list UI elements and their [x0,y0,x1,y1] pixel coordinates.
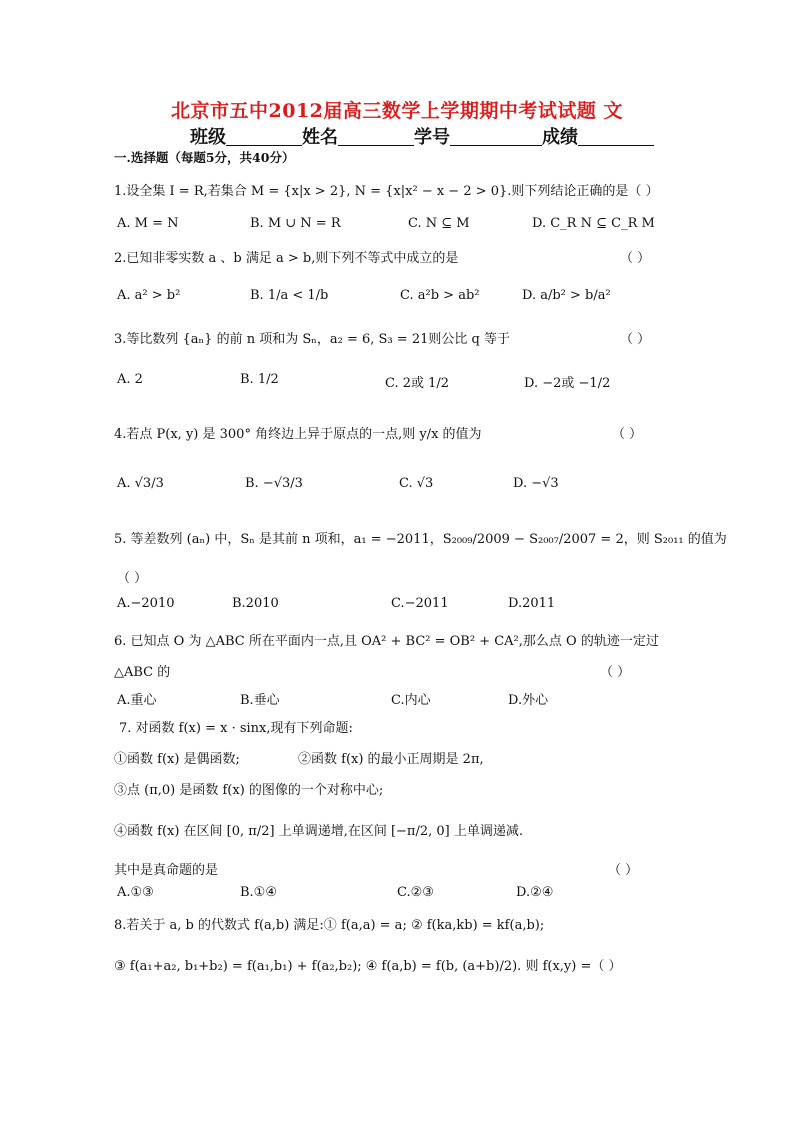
q3-option-c: C. 2或 1/2 [385,376,450,391]
score-blank [578,129,654,146]
exam-title: 北京市五中2012届高三数学上学期期中考试试题 文 [171,100,623,122]
q7-stem: 7. 对函数 f(x) = x · sinx,现有下列命题: [119,721,353,736]
q4-stem: 4.若点 P(x, y) 是 300° 角终边上异于原点的一点,则 y/x 的值为 [114,427,482,442]
q3-option-d: D. −2或 −1/2 [524,376,611,391]
q7-option-d: D.②④ [516,885,554,900]
q1-option-c: C. N ⊆ M [408,216,470,231]
q7-proposition-1: ①函数 f(x) 是偶函数; [114,752,240,767]
q6-stem-continued: △ABC 的 [114,665,171,680]
q3-stem: 3.等比数列 {aₙ} 的前 n 项和为 Sₙ，a₂ = 6, S₃ = 21则公比 q 等于 [114,332,510,347]
q1-option-d: D. C_R N ⊆ C_R M [532,216,655,231]
q6-option-b: B.垂心 [240,693,280,708]
q4-option-a: A. √3/3 [117,476,164,491]
q2-option-c: C. a²b > ab² [400,288,480,303]
q2-stem: 2.已知非零实数 a 、b 满足 a > b,则下列不等式中成立的是 [114,251,459,266]
q7-option-c: C.②③ [397,885,434,900]
q5-stem: 5. 等差数列 (aₙ) 中，Sₙ 是其前 n 项和，a₁ = −2011，S₂₀₀₉/2009 − S₂₀₀₇/2007 = 2，则 S₂₀₁₁ 的值为 [114,532,727,547]
name-blank [338,129,414,146]
q4-option-d: D. −√3 [513,476,559,491]
q7-option-b: B.①④ [240,885,277,900]
q1-stem: 1.设全集 I = R,若集合 M = {x|x > 2}, N = {x|x² − x − 2 > 0}.则下列结论正确的是（ ） [114,184,659,199]
q7-option-a: A.①③ [117,885,154,900]
q6-answer-paren: （ ） [600,665,631,680]
q2-option-a: A. a² > b² [117,288,181,303]
q1-option-a: A. M = N [117,216,179,231]
q5-option-a: A.−2010 [117,596,175,611]
q4-option-c: C. √3 [399,476,434,491]
q2-option-d: D. a/b² > b/a² [522,288,611,303]
q4-option-b: B. −√3/3 [245,476,303,491]
id-label: 学号 [414,127,450,148]
class-label: 班级 [190,127,226,148]
q2-answer-paren: （ ） [620,251,651,266]
q6-option-d: D.外心 [508,693,549,708]
q5-option-b: B.2010 [232,596,279,611]
q7-proposition-4: ④函数 f(x) 在区间 [0, π/2] 上单调递增,在区间 [−π/2, 0] 上单调递减. [114,824,523,839]
q1-option-b: B. M ∪ N = R [250,216,341,231]
q7-answer-paren: （ ） [608,863,639,878]
name-label: 姓名 [302,127,338,148]
class-blank [226,129,302,146]
q3-answer-paren: （ ） [620,332,651,347]
q5-option-c: C.−2011 [391,596,449,611]
q6-stem: 6. 已知点 O 为 △ABC 所在平面内一点,且 OA² + BC² = OB² + CA²,那么点 O 的轨迹一定过 [114,634,659,649]
q7-question: 其中是真命题的是 [114,863,219,878]
q2-option-b: B. 1/a < 1/b [250,288,329,303]
student-info-line [190,123,654,149]
q8-stem: 8.若关于 a, b 的代数式 f(a,b) 满足:① f(a,a) = a; ② f(ka,kb) = kf(a,b); [114,918,545,933]
section-heading: 一.选择题（每题5分，共40分） [114,150,295,165]
q8-stem-continued: ③ f(a₁+a₂, b₁+b₂) = f(a₁,b₁) + f(a₂,b₂); ④ f(a,b) = f(b, (a+b)/2). 则 f(x,y) =（ ） [114,959,622,974]
q3-option-a: A. 2 [117,372,143,387]
q7-proposition-3: ③点 (π,0) 是函数 f(x) 的图像的一个对称中心; [114,783,384,798]
q5-answer-paren: （ ） [117,571,148,586]
score-label: 成绩 [542,127,578,148]
q4-answer-paren: （ ） [612,427,643,442]
q3-option-b: B. 1/2 [240,372,279,387]
q6-option-c: C.内心 [391,693,431,708]
q6-option-a: A.重心 [117,693,157,708]
q7-proposition-2: ②函数 f(x) 的最小正周期是 2π, [298,752,484,767]
id-blank [450,129,542,146]
q5-option-d: D.2011 [508,596,556,611]
